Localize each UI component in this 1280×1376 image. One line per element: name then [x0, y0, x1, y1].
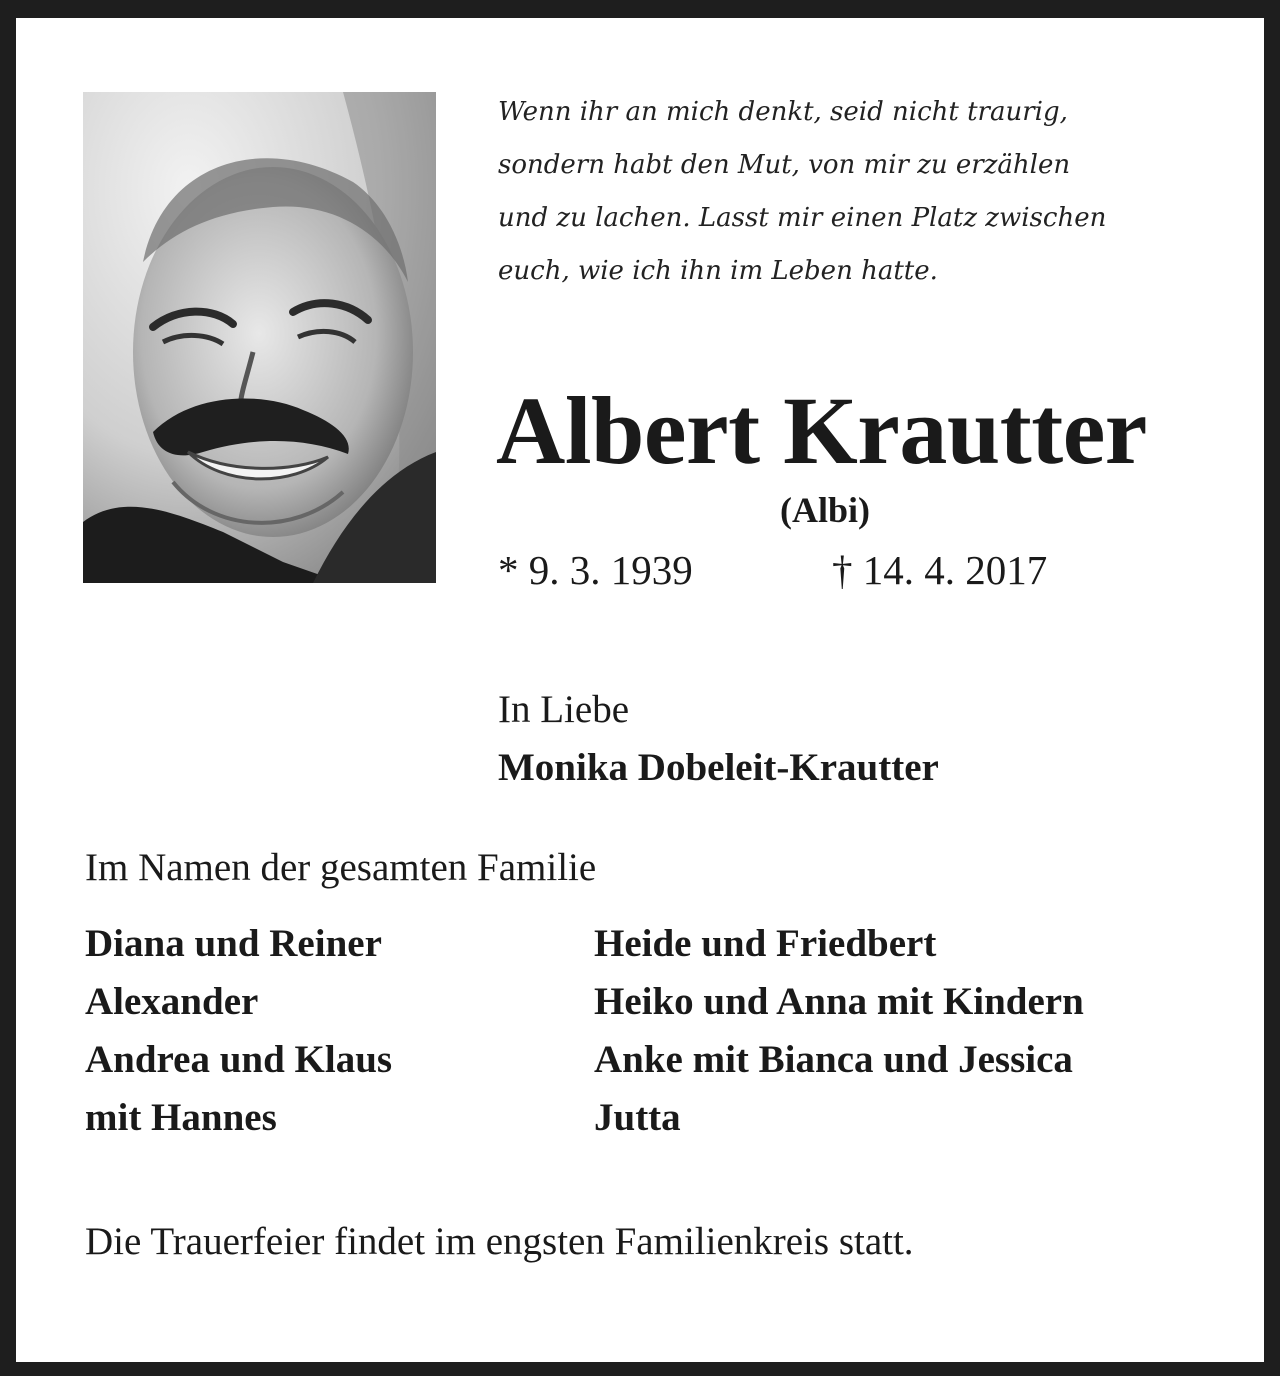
list-item: Heide und Friedbert [594, 922, 937, 965]
family-intro: Im Namen der gesamten Familie [85, 846, 597, 889]
list-item: Jutta [594, 1096, 681, 1139]
family-list-right [594, 915, 1084, 1147]
list-item: Anke mit Bianca und Jessica [594, 1038, 1073, 1081]
list-item: mit Hannes [85, 1096, 277, 1139]
list-item: Heiko und Anna mit Kindern [594, 980, 1084, 1023]
dedication-intro: In Liebe [498, 688, 630, 731]
deceased-nickname: (Albi) [780, 490, 870, 530]
spouse-name: Monika Dobeleit-Krautter [498, 746, 939, 789]
portrait-photo [83, 92, 436, 583]
list-item: Diana und Reiner [85, 922, 382, 965]
quote-line: Wenn ihr an mich denkt, seid nicht traurig, [498, 97, 1068, 127]
quote-line: und zu lachen. Lasst mir einen Platz zwischen [498, 203, 1107, 233]
quote-line: sondern habt den Mut, von mir zu erzählen [498, 150, 1071, 180]
list-item: Alexander [85, 980, 259, 1023]
deceased-name: Albert Krautter [496, 377, 1147, 484]
list-item: Andrea und Klaus [85, 1038, 393, 1081]
memorial-quote [498, 86, 1198, 298]
family-list-left [85, 915, 392, 1147]
portrait-photo-illustration [83, 92, 436, 583]
birth-date: * 9. 3. 1939 [498, 547, 693, 593]
funeral-note: Die Trauerfeier findet im engsten Familienkreis statt. [85, 1220, 914, 1263]
death-date: † 14. 4. 2017 [832, 547, 1048, 593]
quote-line: euch, wie ich ihn im Leben hatte. [498, 256, 938, 286]
